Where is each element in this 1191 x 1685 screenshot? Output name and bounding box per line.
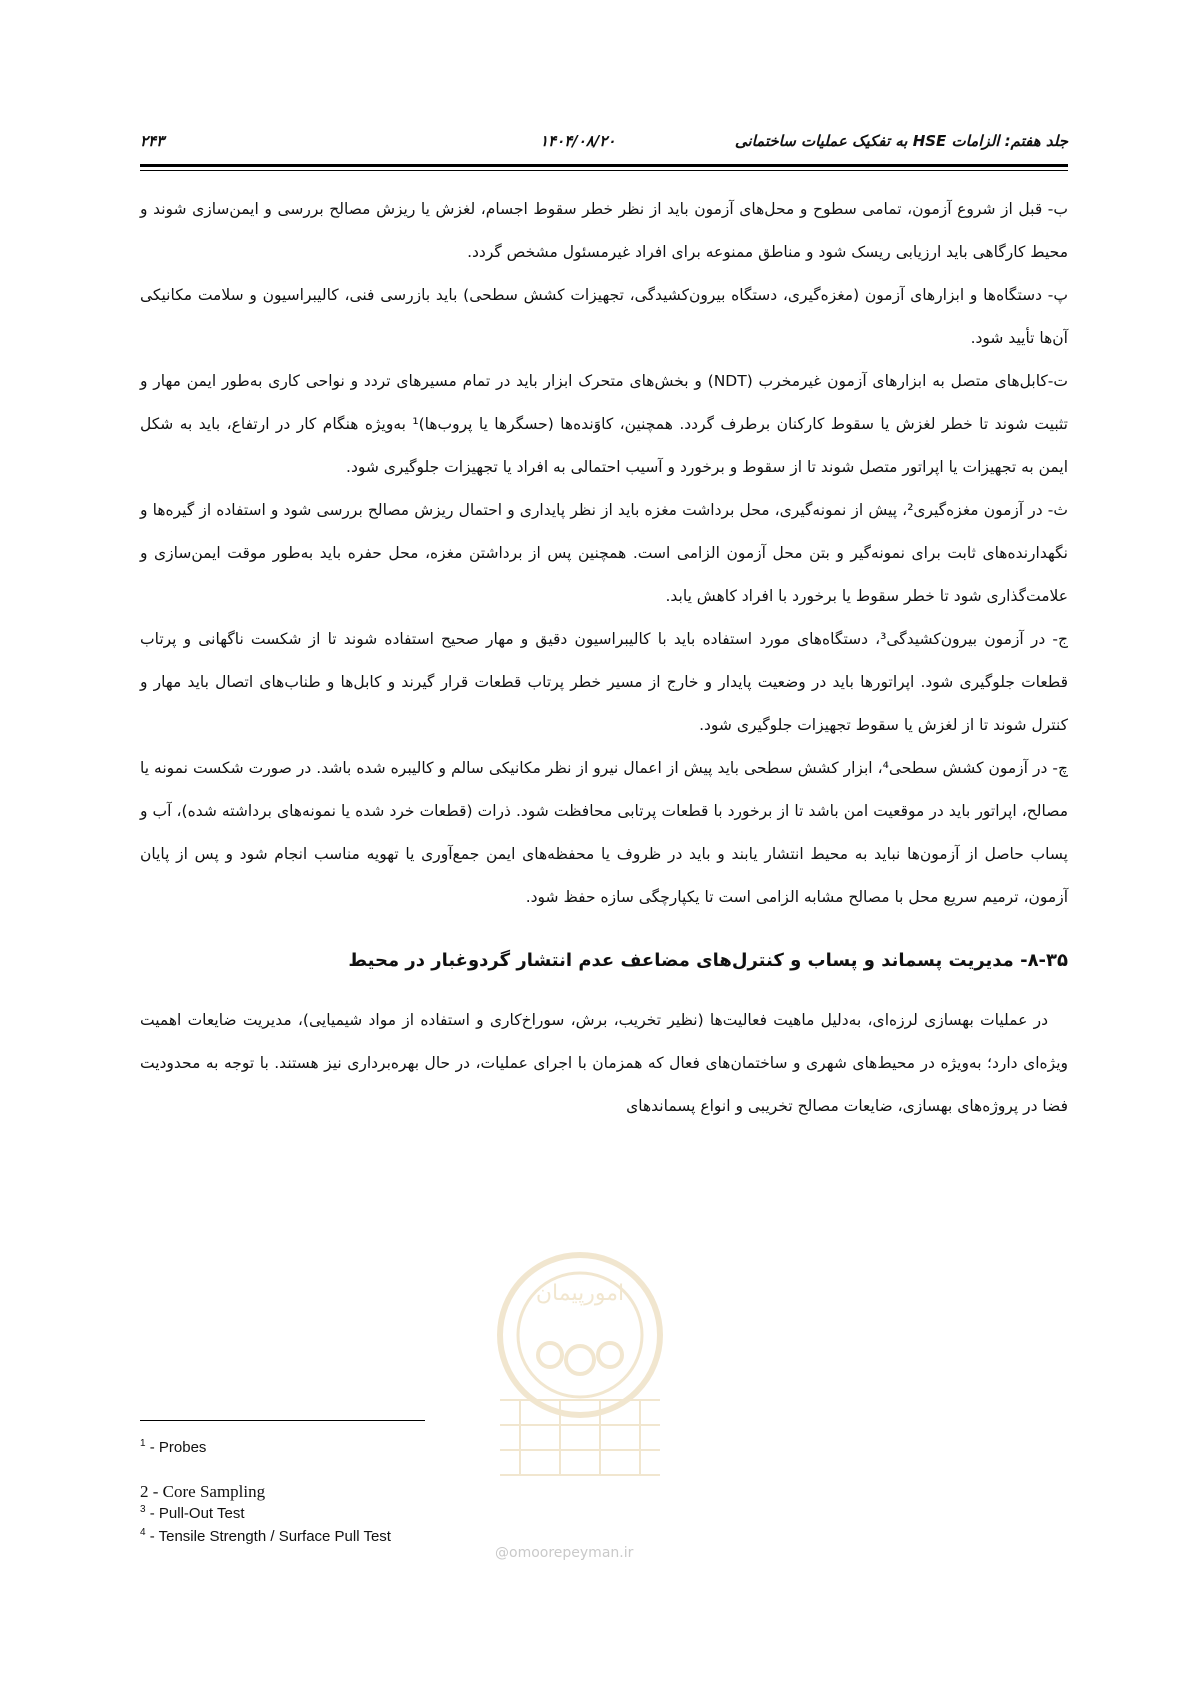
header-rule-thick — [140, 164, 1068, 167]
footnote-2: 2 - Core Sampling — [140, 1482, 266, 1501]
paragraph-pe: پ- دستگاه‌ها و ابزارهای آزمون (مغزه‌گیری، دستگاه بیرون‌کشیدگی، تجهیزات کشش سطحی) باید بازرسی فنی، کالیبراسیون و سلامت مکانیکی آن‌ها تأیید شود. — [140, 286, 1068, 347]
section-heading: ۸-۳۵- مدیریت پسماند و پساب و کنترل‌های مضاعف عدم انتشار گردوغبار در محیط — [348, 950, 1068, 971]
paragraph-te: ت-کابل‌های متصل به ابزارهای آزمون غیرمخرب (NDT) و بخش‌های متحرک ابزار باید در تمام مسیرهای تردد و نواحی کاری به‌طور ایمن مهار و تثبیت شوند تا خطر لغزش یا سقوط کارکنان برطرف گردد. همچنین، کاوَنده‌ها (حسگرها یا پروب‌ها)¹ به‌ویژه هنگام کار در ارتفاع، باید به شکل ایمن به تجهیزات یا اپراتور متصل شوند تا از سقوط و برخورد و آسیب احتمالی به افراد یا تجهیزات جلوگیری شود. — [140, 372, 1068, 476]
watermark-site: @omoorepeyman.ir — [495, 1545, 634, 1561]
paragraph-jim: ج- در آزمون بیرون‌کشیدگی³، دستگاه‌های مورد استفاده باید با کالیبراسیون دقیق و مهار صحیح استفاده شوند تا از شکست ناگهانی و پرتاب قطعات جلوگیری شود. اپراتورها باید در وضعیت پایدار و خارج از مسیر خطر پرتاب قطعات قرار گیرند و کابل‌ها و طناب‌های اتصال باید مهار و کنترل شوند تا از لغزش یا سقوط تجهیزات جلوگیری شود. — [140, 630, 1069, 734]
header-title: جلد هفتم: الزامات HSE به تفکیک عملیات ساختمانی — [734, 132, 1068, 150]
paragraph-b: ب- قبل از شروع آزمون، تمامی سطوح و محل‌های آزمون باید از نظر خطر سقوط اجسام، لغزش یا ریزش مصالح بررسی و ایمن‌سازی شوند و محیط کارگاهی باید ارزیابی ریسک شود و مناطق ممنوعه برای افراد غیرمسئول مشخص گردد. — [140, 200, 1068, 261]
watermark-logo-text: امورپیمان — [535, 1281, 625, 1306]
section-paragraph: در عملیات بهسازی لرزه‌ای، به‌دلیل ماهیت فعالیت‌ها (نظیر تخریب، برش، سوراخ‌کاری و استفاده از مواد شیمیایی)، مدیریت ضایعات اهمیت ویژه‌ای دارد؛ به‌ویژه در محیط‌های شهری و ساختمان‌های فعال که همزمان با اجرای عملیات، در حال بهره‌برداری نیز هستند. با توجه به محدودیت فضا در پروژه‌های بهسازی، ضایعات مصالح تخریبی و انواع پسماندهای — [140, 1011, 1068, 1115]
header-rule-thin — [140, 170, 1068, 171]
paragraph-se: ث- در آزمون مغزه‌گیری²، پیش از نمونه‌گیری، محل برداشت مغزه باید از نظر پایداری و احتمال ریزش مصالح بررسی شود و استفاده از گیره‌ها و نگهدارنده‌های ثابت برای نمونه‌گیر و بتن محل آزمون الزامی است. همچنین پس از برداشتن مغزه، محل حفره باید به‌طور موقت ایمن‌سازی و علامت‌گذاری شود تا خطر سقوط یا برخورد با افراد کاهش یابد. — [140, 501, 1068, 605]
document-body — [140, 188, 1068, 1128]
footnote-4: $^4$ - Tensile Strength / Surface Pull Test — [140, 1527, 391, 1545]
page-number: ۲۴۳ — [140, 132, 165, 150]
footnote-rule — [140, 1420, 425, 1421]
page-header — [140, 120, 1068, 160]
footnote-3: $^3$ - Pull-Out Test — [140, 1504, 245, 1522]
watermark-logo — [480, 1240, 680, 1510]
paragraph-che: چ- در آزمون کشش سطحی⁴، ابزار کشش سطحی باید پیش از اعمال نیرو از نظر مکانیکی سالم و کالیبره شده باشد. در صورت شکست نمونه یا مصالح، اپراتور باید در موقعیت امن باشد تا از برخورد با قطعات پرتابی محافظت شود. ذرات (قطعات خرد شده یا نمونه‌های برداشته شده)، آب و پساب حاصل از آزمون‌ها نباید به محیط انتشار یابند و باید در ظروف یا محفظه‌های ایمن جمع‌آوری یا تهویه مناسب انجام شود و پس از پایان آزمون، ترمیم سریع محل با مصالح مشابه الزامی است تا یکپارچگی سازه حفظ شود. — [140, 759, 1068, 906]
footnote-1: $^1$ - Probes — [140, 1438, 207, 1456]
header-date: ۱۴۰۴/۰۸/۲۰ — [540, 132, 616, 150]
